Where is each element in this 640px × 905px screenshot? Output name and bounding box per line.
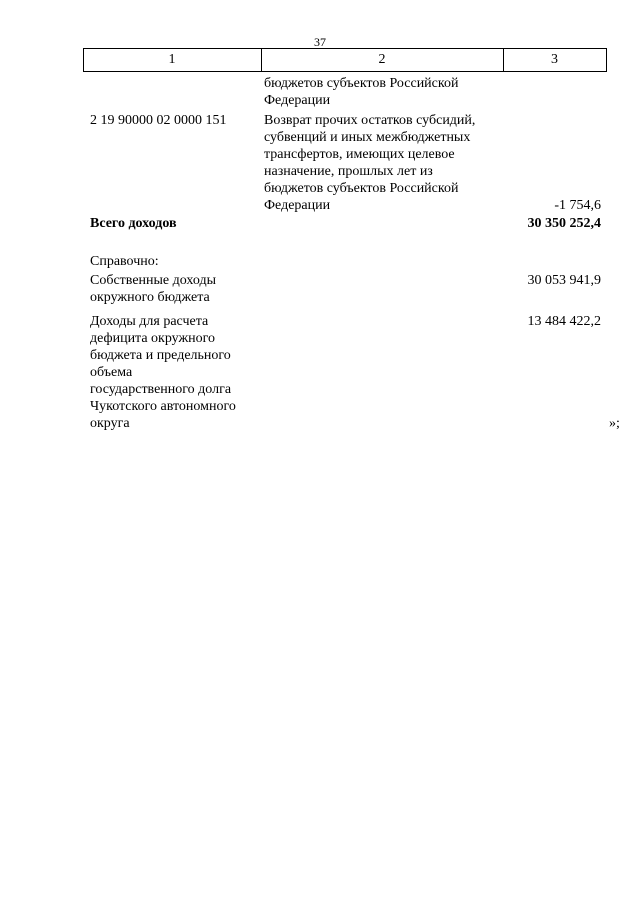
row-name-line: трансфертов, имеющих целевое	[264, 147, 455, 162]
reference-label-line: окружного бюджета	[90, 290, 210, 305]
row-name-line: субвенций и иных межбюджетных	[264, 130, 471, 145]
header-col-3: 3	[551, 52, 558, 67]
header-col-1: 1	[168, 52, 176, 67]
reference-label-line: Чукотского автономного	[90, 399, 236, 414]
reference-label-line: Собственные доходы	[90, 273, 217, 288]
reference-label-line: объема	[90, 365, 133, 380]
row-amount: -1 754,6	[554, 198, 601, 213]
total-label: Всего доходов	[90, 216, 177, 231]
table-header	[83, 48, 607, 72]
row-name-line: Федерации	[264, 198, 331, 213]
reference-amount: 30 053 941,9	[527, 273, 601, 288]
reference-label-line: округа	[90, 416, 130, 431]
total-amount: 30 350 252,4	[527, 216, 601, 231]
reference-label-line: бюджета и предельного	[90, 348, 231, 363]
row-name-line: Возврат прочих остатков субсидий,	[264, 113, 476, 128]
reference-amount: 13 484 422,2	[527, 314, 601, 329]
continuation-line: бюджетов субъектов Российской	[264, 76, 459, 91]
row-code: 2 19 90000 02 0000 151	[90, 113, 227, 128]
reference-label-line: Доходы для расчета	[90, 314, 209, 329]
reference-label-line: государственного долга	[90, 382, 232, 397]
page-number: 37	[314, 35, 326, 49]
header-col-2: 2	[378, 52, 386, 67]
row-name-line: назначение, прошлых лет из	[264, 164, 433, 179]
header-divider	[606, 49, 607, 71]
row-name-line: бюджетов субъектов Российской	[264, 181, 459, 196]
closing-quote: »;	[609, 416, 620, 431]
reference-title: Справочно:	[90, 254, 159, 269]
continuation-line: Федерации	[264, 93, 331, 108]
reference-label-line: дефицита окружного	[90, 331, 216, 346]
